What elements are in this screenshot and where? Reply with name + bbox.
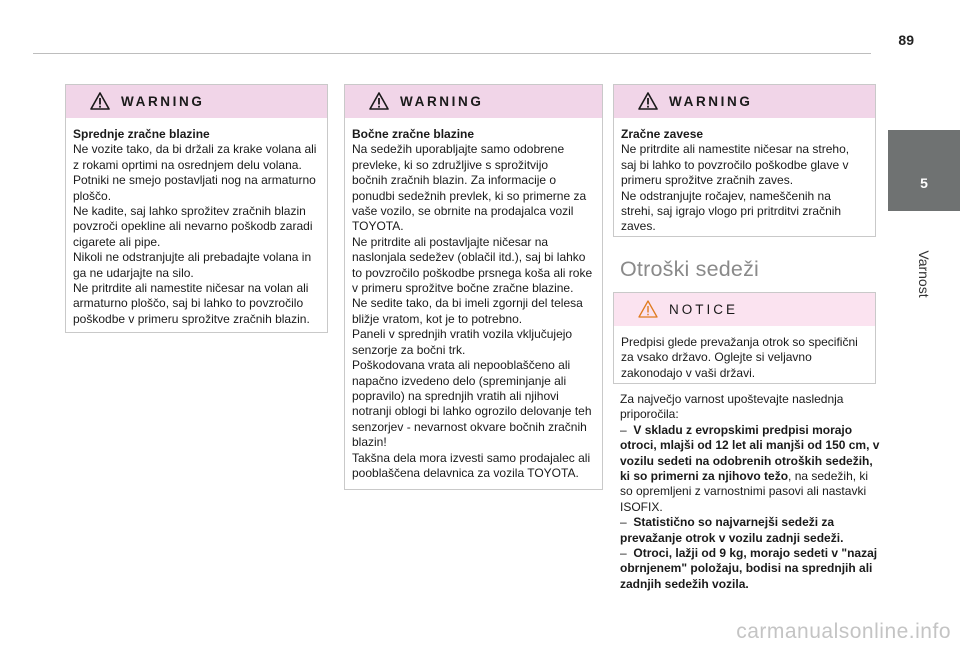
- notice-triangle-icon: [638, 300, 658, 318]
- text-line: Ne pritrdite ali namestite ničesar na volan ali: [73, 281, 309, 296]
- text-line: bližje vratom, kot je to potrebno.: [352, 311, 523, 326]
- text-line: poškodbe v primeru sprožitve zračnih blazin.: [73, 311, 310, 326]
- notice-header: [614, 293, 875, 326]
- warning-title: Sprednje zračne blazine: [73, 127, 210, 141]
- text-line: zaves.: [621, 219, 656, 234]
- text-line: Paneli v sprednjih vratih vozila vključujejo: [352, 327, 573, 342]
- text-line: Predpisi glede prevažanja otrok so specifični: [621, 335, 858, 349]
- list-item-2-bold: Statistično so najvarnejši sedeži za prevažanje otrok v vozilu zadnji sedeži.: [620, 515, 844, 545]
- text-line: blazin!: [352, 435, 387, 450]
- warning-box-side-airbags: [344, 84, 603, 490]
- text-line: ponudbi sedežnih prevlek, ki so primerne za: [352, 188, 587, 203]
- warning-title: Bočne zračne blazine: [352, 127, 475, 141]
- notice-body: [614, 326, 875, 389]
- warning-header: [614, 85, 875, 118]
- warning-title: Zračne zavese: [621, 127, 704, 141]
- list-item-1: – V skladu z evropskimi predpisi morajo otroci, mlajši od 12 let ali manjši od 150 cm, v vozilu sedeti na odobrenih otroških sedežih, ki so primerni za njihovo težo, na sedežih, ki so opremljeni z varnostnimi pasovi ali nastavki ISOFIX.: [620, 422, 880, 514]
- list-item-1-bold: V skladu z evropskimi predpisi morajo otroci, mlajši od 12 let ali manjši od 150 cm, v vozilu sedeti na odobrenih otroških sedežih, ki so primerni za njihovo težo: [620, 422, 880, 484]
- list-item-3: – Otroci, lažji od 9 kg, morajo sedeti v "nazaj obrnjenem" položaju, bodisi na sprednjih ali zadnjih sedežih vozila.: [620, 546, 878, 591]
- chapter-tab[interactable]: 5: [888, 130, 960, 211]
- warning-label: WARNING: [121, 94, 205, 109]
- warning-header: [66, 85, 327, 118]
- text-line: ga ne udarjajte na silo.: [73, 265, 194, 280]
- text-line: Nikoli ne odstranjujte ali prebadajte volana in: [73, 250, 312, 265]
- text-line: Potniki ne smejo postavljati nog na armaturno: [73, 173, 316, 188]
- text-line: notranji oblogi bi lahko ogrozilo delovanje teh: [352, 404, 592, 419]
- text-line: prevleke, ki so združljive s sprožitvijo: [352, 157, 549, 172]
- text-line: cigarete ali pipe.: [73, 234, 161, 249]
- text-line: bočnih zračnih blazin. Za informacije o: [352, 173, 557, 188]
- warning-triangle-icon: [638, 92, 658, 110]
- warning-body: [345, 118, 602, 489]
- text-line: armaturno ploščo, saj bi lahko to povzročilo: [73, 296, 304, 311]
- text-line: povzroči opekline ali nevarno poškodb zaradi: [73, 219, 313, 234]
- warning-box-curtain-airbags: [613, 84, 876, 237]
- chapter-label-container: [888, 219, 960, 329]
- text-line: senzorje za bočni trk.: [352, 342, 466, 357]
- text-line: Ne kadite, saj lahko sprožitev zračnih blazin: [73, 204, 306, 219]
- text-line: senzorjev - nevarnost okvare bočnih zračnih: [352, 419, 587, 434]
- text-line: pooblaščena delavnica za vozila TOYOTA.: [352, 465, 579, 480]
- warning-header: [345, 85, 602, 118]
- warning-box-front-airbags: [65, 84, 328, 333]
- text-line: strehi, saj igrajo vlogo pri pritrditvi zračnih: [621, 204, 842, 219]
- text-line: Ne pritrdite ali namestite ničesar na streho,: [621, 142, 850, 157]
- notice-box: [613, 292, 876, 384]
- text-line: v primeru sprožitve bočne zračne blazine.: [352, 281, 574, 296]
- warning-body: [614, 118, 875, 243]
- intro-text: [620, 392, 882, 423]
- warning-triangle-icon: [90, 92, 110, 110]
- list-item-2: – Statistično so najvarnejši sedeži za prevažanje otrok v vozilu zadnji sedeži.: [620, 515, 844, 545]
- list-item-1-rest: , na sedežih, ki so opremljeni z varnostnimi pasovi ali nastavki ISOFIX.: [620, 469, 869, 514]
- warning-body: [66, 118, 327, 335]
- text-line: primeru sprožitve zračnih zaves.: [621, 173, 794, 188]
- warning-label: WARNING: [400, 94, 484, 109]
- text-line: Poškodovana vrata ali nepooblaščeno ali: [352, 358, 571, 373]
- notice-lines: [621, 335, 867, 381]
- text-line: Za največjo varnost upoštevajte naslednja: [620, 392, 844, 406]
- text-line: Ne sedite tako, da bi imeli zgornji del telesa: [352, 296, 583, 311]
- warning-triangle-icon: [369, 92, 389, 110]
- text-line: Takšna dela mora izvesti samo prodajalec ali: [352, 450, 591, 465]
- page-number: 89: [898, 32, 914, 48]
- text-line: zakonodajo v vaši državi.: [621, 365, 756, 380]
- text-line: Ne odstranjujte ročajev, nameščenih na: [621, 188, 831, 203]
- text-line: Ne vozite tako, da bi držali za krake volana ali: [73, 142, 317, 157]
- text-line: saj bi lahko to povzročilo poškodbe glave v: [621, 157, 849, 172]
- list-item-3-bold: Otroci, lažji od 9 kg, morajo sedeti v "nazaj obrnjenem" položaju, bodisi na sprednjih ali zadnjih sedežih vozila.: [620, 546, 878, 591]
- warning-lines: [352, 142, 594, 481]
- text-line: TOYOTA.: [352, 219, 404, 234]
- header-divider: [33, 53, 871, 54]
- text-line: to povzročilo poškodbe prsnega koša ali roke: [352, 265, 593, 280]
- text-line: Na sedežih uporabljajte samo odobrene: [352, 142, 565, 157]
- text-line: popravilo) na sprednjih vratih ali njihovi: [352, 388, 559, 403]
- notice-label: NOTICE: [669, 302, 739, 317]
- text-line: z rokami oprtimi na osrednjem delu volana.: [73, 157, 302, 172]
- text-line: naslonjala sedežev (oblačil itd.), saj bi lahko: [352, 250, 586, 265]
- text-line: napačno izvedeno delo (spreminjanje ali: [352, 373, 567, 388]
- text-line: vaše vozilo, se obrnite na prodajalca vozil: [352, 204, 574, 219]
- warning-lines: [73, 142, 319, 327]
- text-line: ploščo.: [73, 188, 112, 203]
- chapter-label: Varnost: [916, 250, 932, 298]
- text-line: Ne pritrdite ali postavljajte ničesar na: [352, 234, 549, 249]
- text-line: priporočila:: [620, 407, 679, 422]
- text-line: za vsako državo. Oglejte si veljavno: [621, 350, 812, 365]
- main-text: [620, 392, 882, 592]
- warning-lines: [621, 142, 867, 234]
- section-title: Otroški sedeži: [620, 257, 760, 281]
- watermark: carmanualsonline.info: [736, 620, 951, 643]
- warning-label: WARNING: [669, 94, 753, 109]
